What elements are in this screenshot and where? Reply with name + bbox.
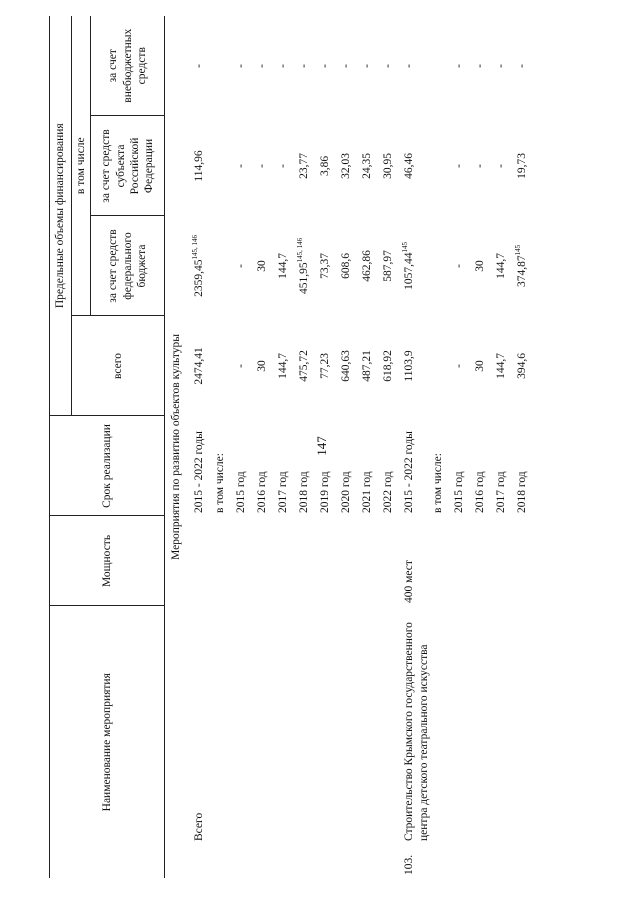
- row-regional: -: [256, 164, 269, 168]
- row-name: [213, 606, 234, 844]
- table-row: [431, 16, 452, 878]
- row-name: [339, 606, 360, 844]
- row-period: 2022 год: [382, 471, 395, 513]
- row-federal: 462,86: [361, 250, 374, 282]
- row-total: 2474,41: [193, 347, 206, 385]
- row-capacity: [297, 516, 318, 606]
- funding-table: [49, 16, 536, 878]
- footnote-reference: 145, 146: [191, 235, 200, 260]
- row-regional: 114,96: [193, 150, 206, 182]
- row-regional: 24,35: [361, 153, 374, 179]
- row-period: 2017 год: [495, 471, 508, 513]
- row-regional: -: [277, 164, 290, 168]
- table-row: [234, 16, 255, 878]
- row-number: [431, 844, 452, 878]
- header-extrabudgetary: за счет внебюджетных средств: [91, 16, 165, 116]
- rotated-table-container: [49, 16, 571, 878]
- row-total: 144,7: [277, 353, 290, 379]
- row-total: -: [453, 364, 466, 368]
- row-total: 394,6: [516, 353, 529, 379]
- row-name: [234, 606, 255, 844]
- row-extrabudgetary: -: [340, 64, 353, 68]
- row-capacity: [494, 516, 515, 606]
- row-name: [431, 606, 452, 844]
- row-number: [276, 844, 297, 878]
- footnote-reference: 145, 146: [296, 237, 305, 263]
- row-capacity: [431, 516, 452, 606]
- row-name: [297, 606, 318, 844]
- page-number: 147: [313, 436, 329, 456]
- row-federal: 144,7: [495, 253, 508, 279]
- row-capacity: [276, 516, 297, 606]
- row-number: [339, 844, 360, 878]
- row-federal: -: [453, 264, 466, 268]
- row-regional: 32,03: [340, 153, 353, 179]
- row-period: 2015 год: [235, 471, 248, 513]
- footnote-reference: 145: [514, 244, 523, 256]
- row-period: 2016 год: [474, 471, 487, 513]
- row-federal: 451,95$^{145, 146}$: [296, 237, 311, 295]
- header-period: Срок реализации: [50, 416, 165, 516]
- header-total: всего: [72, 316, 165, 416]
- row-name: [515, 606, 536, 844]
- row-period: 2017 год: [277, 471, 290, 513]
- row-capacity: [515, 516, 536, 606]
- row-total: -: [235, 364, 248, 368]
- row-regional: -: [453, 164, 466, 168]
- row-number: [234, 844, 255, 878]
- row-extrabudgetary: -: [403, 64, 416, 68]
- table-row: [297, 16, 318, 878]
- table-row: [452, 16, 473, 878]
- row-capacity: [360, 516, 381, 606]
- table-row: [381, 16, 402, 878]
- row-extrabudgetary: -: [474, 64, 487, 68]
- row-number: [381, 844, 402, 878]
- row-extrabudgetary: -: [453, 64, 466, 68]
- table-row: [494, 16, 515, 878]
- row-period: в том числе:: [432, 453, 445, 513]
- row-extrabudgetary: -: [298, 64, 311, 68]
- row-name: [473, 606, 494, 844]
- row-regional: -: [474, 164, 487, 168]
- row-capacity: [255, 516, 276, 606]
- row-total: 487,21: [361, 350, 374, 382]
- row-federal: [213, 216, 234, 316]
- row-extrabudgetary: -: [319, 64, 332, 68]
- row-capacity: [318, 516, 339, 606]
- row-extrabudgetary: [431, 16, 452, 116]
- row-federal: 1057,44$^{145}$: [401, 242, 416, 290]
- row-total: 144,7: [495, 353, 508, 379]
- row-number: [494, 844, 515, 878]
- row-name: [452, 606, 473, 844]
- table-row: [402, 16, 431, 878]
- row-extrabudgetary: -: [361, 64, 374, 68]
- row-extrabudgetary: -: [235, 64, 248, 68]
- row-number: [213, 844, 234, 878]
- row-federal: 144,7: [277, 253, 290, 279]
- row-extrabudgetary: -: [193, 64, 206, 68]
- row-total: 77,23: [319, 353, 332, 379]
- row-period: 2016 год: [256, 471, 269, 513]
- row-period: в том числе:: [214, 453, 227, 513]
- table-row: [473, 16, 494, 878]
- row-extrabudgetary: [213, 16, 234, 116]
- row-regional: -: [495, 164, 508, 168]
- row-name: [494, 606, 515, 844]
- row-total: 1103,9: [403, 350, 416, 382]
- header-name: Наименование мероприятия: [50, 606, 165, 878]
- row-number: [255, 844, 276, 878]
- row-extrabudgetary: -: [516, 64, 529, 68]
- row-federal: 73,37: [319, 253, 332, 279]
- row-capacity: [339, 516, 360, 606]
- table-row: [339, 16, 360, 878]
- row-federal: 2359,45$^{145, 146}$: [191, 235, 206, 297]
- row-name: Строительство Крымского государственного центра детского театрального искусства: [403, 622, 430, 841]
- row-period: 2019 год: [319, 471, 332, 513]
- section-title: Мероприятия по развитию объектов культуры: [170, 334, 183, 560]
- row-total: 30: [474, 360, 487, 372]
- row-period: 2021 год: [361, 471, 374, 513]
- row-regional: 30,95: [382, 153, 395, 179]
- row-federal: 30: [474, 260, 487, 272]
- row-federal: 608,6: [340, 253, 353, 279]
- footnote-reference: 145: [401, 242, 410, 253]
- row-federal: [431, 216, 452, 316]
- row-federal: 587,97: [382, 250, 395, 282]
- header-funding-group: Предельные объемы финансирования: [50, 16, 72, 416]
- header-regional: за счет средств субъекта Российской Федерации: [91, 116, 165, 216]
- row-regional: [431, 116, 452, 216]
- table-row: [276, 16, 297, 878]
- row-capacity: 400 мест: [403, 560, 416, 603]
- row-period: 2020 год: [340, 471, 353, 513]
- row-total: [213, 316, 234, 416]
- row-federal: 30: [256, 260, 269, 272]
- row-period: 2015 - 2022 годы: [403, 431, 416, 513]
- header-capacity: Мощность: [50, 516, 165, 606]
- row-total: 475,72: [298, 350, 311, 382]
- row-federal: -: [235, 264, 248, 268]
- row-number: [318, 844, 339, 878]
- row-period: 2015 год: [453, 471, 466, 513]
- row-period: 2018 год: [516, 471, 529, 513]
- table-row: [360, 16, 381, 878]
- table-row: [213, 16, 234, 878]
- row-regional: 19,73: [516, 153, 529, 179]
- row-regional: -: [235, 164, 248, 168]
- row-regional: 46,46: [403, 153, 416, 179]
- section-row: [165, 16, 193, 878]
- row-number: [192, 844, 213, 878]
- row-name: [318, 606, 339, 844]
- row-capacity: [473, 516, 494, 606]
- row-number: 103.: [403, 854, 416, 875]
- header-including: в том числе: [72, 16, 91, 316]
- row-federal: 374,87$^{145}$: [514, 244, 529, 288]
- row-name: [381, 606, 402, 844]
- row-total: 640,63: [340, 350, 353, 382]
- row-extrabudgetary: -: [382, 64, 395, 68]
- row-total: 618,92: [382, 350, 395, 382]
- row-name: [276, 606, 297, 844]
- row-regional: 23,77: [298, 153, 311, 179]
- row-capacity: [452, 516, 473, 606]
- row-regional: 3,86: [319, 155, 332, 177]
- row-capacity: [213, 516, 234, 606]
- table-row: [255, 16, 276, 878]
- table-body: [165, 16, 536, 878]
- row-period: 2018 год: [298, 471, 311, 513]
- row-number: [515, 844, 536, 878]
- header-federal: за счет средств федерального бюджета: [91, 216, 165, 316]
- table-row: [318, 16, 339, 878]
- row-number: [452, 844, 473, 878]
- row-total: 30: [256, 360, 269, 372]
- row-period: 2015 - 2022 годы: [193, 431, 206, 513]
- row-number: [297, 844, 318, 878]
- row-name: Всего: [193, 812, 206, 841]
- row-capacity: [234, 516, 255, 606]
- row-number: [360, 844, 381, 878]
- table-row: [515, 16, 536, 878]
- table-row: [192, 16, 213, 878]
- row-capacity: [192, 516, 213, 606]
- row-regional: [213, 116, 234, 216]
- row-extrabudgetary: -: [277, 64, 290, 68]
- row-capacity: [381, 516, 402, 606]
- row-name: [255, 606, 276, 844]
- row-number: [473, 844, 494, 878]
- row-extrabudgetary: -: [256, 64, 269, 68]
- row-extrabudgetary: -: [495, 64, 508, 68]
- row-total: [431, 316, 452, 416]
- row-name: [360, 606, 381, 844]
